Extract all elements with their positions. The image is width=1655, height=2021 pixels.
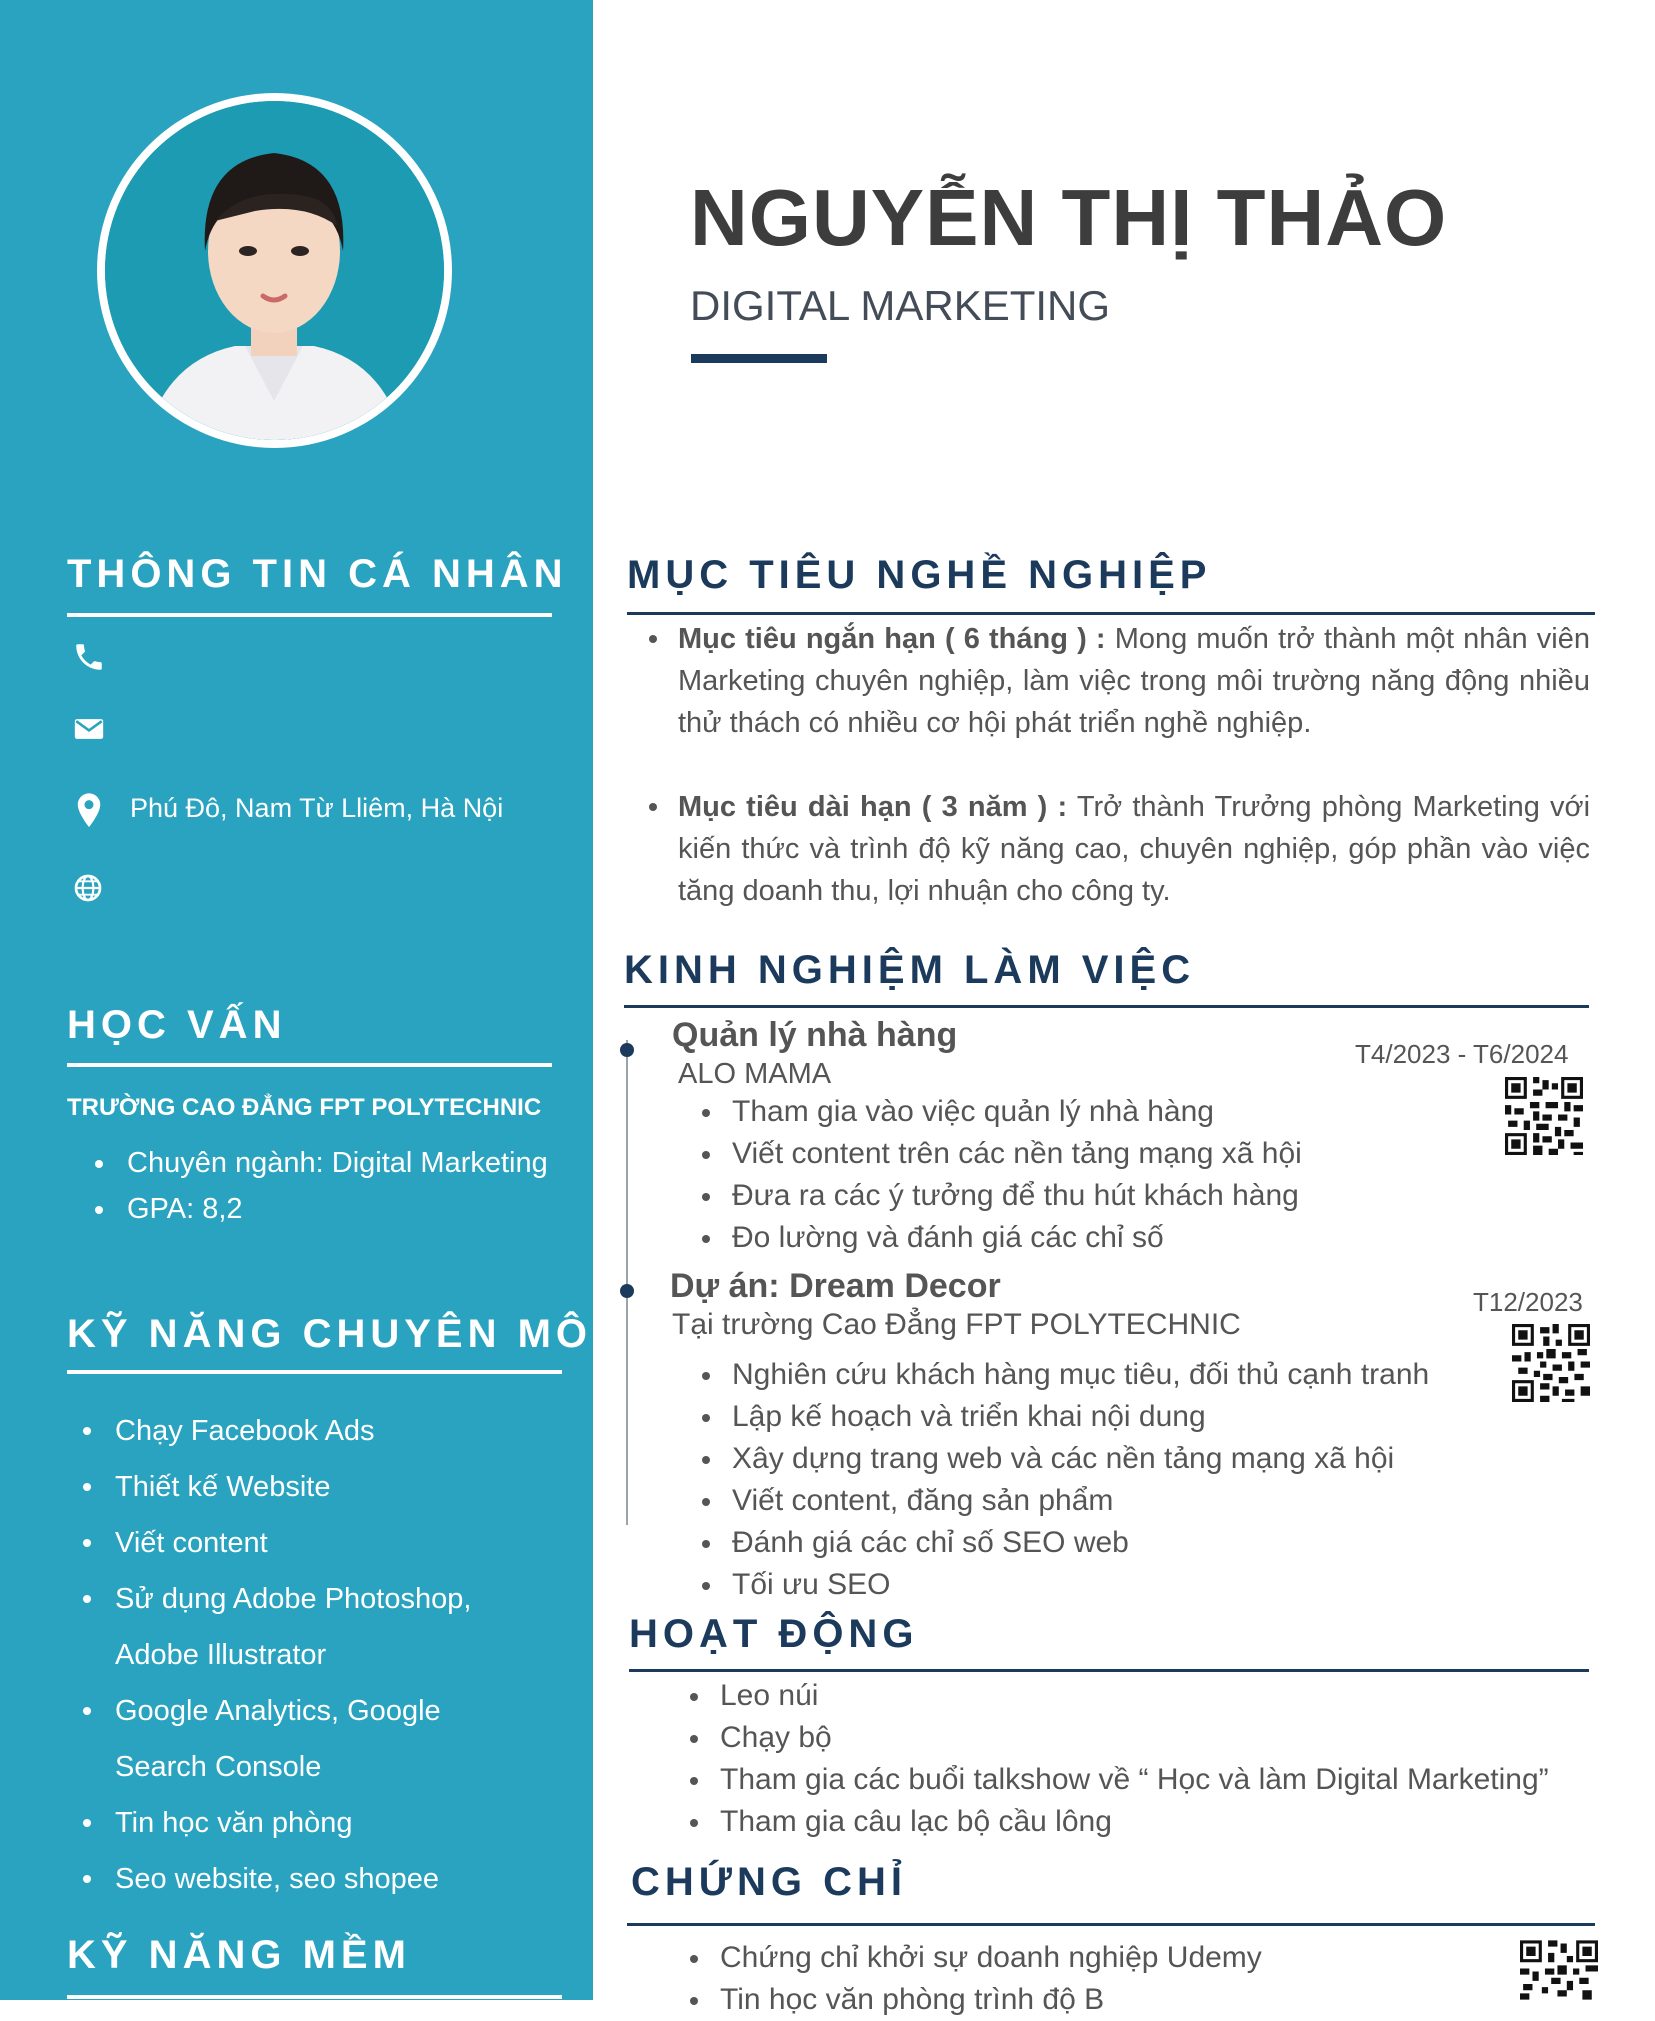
location-pin-icon bbox=[72, 792, 106, 826]
qr-code-icon[interactable] bbox=[1505, 1077, 1583, 1155]
hard-skills-heading: KỸ NĂNG CHUYÊN MÔN bbox=[67, 1312, 626, 1356]
school-name: TRƯỜNG CAO ĐẲNG FPT POLYTECHNIC bbox=[67, 1094, 542, 1121]
project-date: T12/2023 bbox=[1473, 1287, 1583, 1317]
project-title: Dự án: Dream Decor bbox=[670, 1267, 1001, 1305]
profile-photo bbox=[97, 93, 452, 448]
list-item: Thiết kế Website bbox=[83, 1459, 471, 1515]
activities-heading: HOẠT ĐỘNG bbox=[629, 1612, 919, 1656]
job-company: ALO MAMA bbox=[678, 1058, 832, 1090]
mail-icon bbox=[72, 712, 106, 746]
list-item: Leo núi bbox=[682, 1675, 1549, 1717]
divider bbox=[67, 1063, 552, 1067]
divider bbox=[67, 613, 552, 617]
list-item: Đưa ra các ý tưởng để thu hút khách hàng bbox=[694, 1175, 1302, 1217]
divider bbox=[624, 1005, 1589, 1008]
education-list bbox=[95, 1140, 548, 1232]
divider bbox=[627, 1923, 1595, 1926]
objective-heading: MỤC TIÊU NGHỀ NGHIỆP bbox=[627, 553, 1212, 597]
list-item: Tham gia vào việc quản lý nhà hàng bbox=[694, 1091, 1302, 1133]
list-item: Seo website, seo shopee bbox=[83, 1851, 471, 1907]
certificates-heading: CHỨNG CHỈ bbox=[631, 1860, 907, 1904]
activities-list bbox=[682, 1675, 1549, 1843]
certificates-list bbox=[682, 1937, 1262, 2021]
timeline-dot bbox=[620, 1284, 634, 1298]
list-item: Lập kế hoạch và triển khai nội dung bbox=[694, 1396, 1429, 1438]
timeline-dot bbox=[620, 1043, 634, 1057]
list-item: Viết content trên các nền tảng mạng xã hội bbox=[694, 1133, 1302, 1175]
globe-icon bbox=[72, 872, 106, 906]
list-item: Xây dựng trang web và các nền tảng mạng xã hội bbox=[694, 1438, 1429, 1480]
objective-list bbox=[640, 618, 1590, 912]
project-tasks bbox=[694, 1354, 1429, 1606]
phone-icon bbox=[72, 640, 106, 674]
list-item: Chạy Facebook Ads bbox=[83, 1403, 471, 1459]
list-item: Tin học văn phòng bbox=[83, 1795, 471, 1851]
list-item: Chạy bộ bbox=[682, 1717, 1549, 1759]
list-item: Nghiên cứu khách hàng mục tiêu, đối thủ cạnh tranh bbox=[694, 1354, 1429, 1396]
hard-skills-list bbox=[83, 1403, 471, 1907]
personal-info-heading: THÔNG TIN CÁ NHÂN bbox=[67, 552, 568, 596]
list-item: Viết content bbox=[83, 1515, 471, 1571]
divider bbox=[627, 612, 1595, 615]
list-item: Đo lường và đánh giá các chỉ số bbox=[694, 1217, 1302, 1259]
list-item: Đánh giá các chỉ số SEO web bbox=[694, 1522, 1429, 1564]
candidate-name: NGUYỄN THỊ THẢO bbox=[690, 173, 1448, 262]
list-item: Viết content, đăng sản phẩm bbox=[694, 1480, 1429, 1522]
list-item: Chuyên ngành: Digital Marketing bbox=[95, 1140, 548, 1186]
divider bbox=[67, 1995, 562, 1999]
list-item-continued: Search Console bbox=[115, 1751, 322, 1783]
objective-long-term: Mục tiêu dài hạn ( 3 năm ) : Trở thành Trưởng phòng Marketing với kiến thức và trình độ kỹ năng cao, chuyên nghiệp, góp phần vào việc tăng doanh thu, lợi nhuận cho công ty. bbox=[640, 786, 1590, 912]
list-item: Google Analytics, Google bbox=[83, 1683, 471, 1739]
job-title: DIGITAL MARKETING bbox=[690, 282, 1111, 329]
experience-heading: KINH NGHIỆM LÀM VIỆC bbox=[624, 948, 1196, 992]
education-heading: HỌC VẤN bbox=[67, 1003, 287, 1047]
project-company: Tại trường Cao Đẳng FPT POLYTECHNIC bbox=[672, 1308, 1241, 1341]
list-item: Tham gia câu lạc bộ cầu lông bbox=[682, 1801, 1549, 1843]
portrait-image bbox=[105, 101, 444, 440]
list-item: Tin học văn phòng trình độ B bbox=[682, 1979, 1262, 2021]
list-item: Tham gia các buổi talkshow về “ Học và làm Digital Marketing” bbox=[682, 1759, 1549, 1801]
soft-skills-heading: KỸ NĂNG MỀM bbox=[67, 1933, 411, 1977]
qr-code-icon[interactable] bbox=[1520, 1940, 1598, 2000]
address-text: Phú Đô, Nam Từ Lliêm, Hà Nội bbox=[130, 793, 504, 823]
job-title: Quản lý nhà hàng bbox=[672, 1016, 958, 1054]
list-item: Chứng chỉ khởi sự doanh nghiệp Udemy bbox=[682, 1937, 1262, 1979]
divider bbox=[629, 1669, 1589, 1672]
job-date: T4/2023 - T6/2024 bbox=[1355, 1039, 1569, 1069]
list-item: GPA: 8,2 bbox=[95, 1186, 548, 1232]
objective-short-term: Mục tiêu ngắn hạn ( 6 tháng ) : Mong muốn trở thành một nhân viên Marketing chuyên nghiệp, làm việc trong môi trường năng động nhiều thử thách có nhiều cơ hội phát triển nghề nghiệp. bbox=[640, 618, 1590, 744]
qr-code-icon[interactable] bbox=[1512, 1324, 1590, 1402]
job-tasks bbox=[694, 1091, 1302, 1259]
list-item: Tối ưu SEO bbox=[694, 1564, 1429, 1606]
sidebar bbox=[0, 0, 626, 2000]
divider bbox=[67, 1370, 562, 1374]
timeline-line bbox=[626, 1040, 628, 1525]
list-item-continued: Adobe Illustrator bbox=[115, 1639, 327, 1671]
list-item: Sử dụng Adobe Photoshop, bbox=[83, 1571, 471, 1627]
title-underline bbox=[691, 354, 827, 363]
